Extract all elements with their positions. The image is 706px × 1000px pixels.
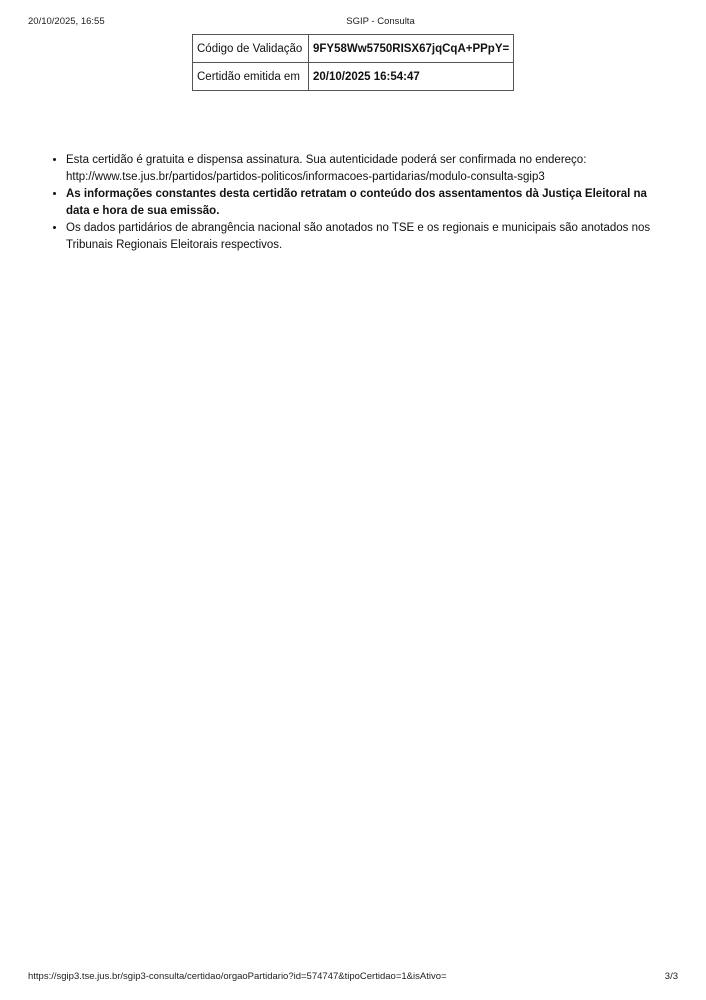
certificate-notes-list: [48, 152, 666, 254]
print-header-title: SGIP - Consulta: [346, 16, 415, 27]
validation-code-label: Código de Validação: [193, 35, 309, 63]
note-authenticity-text: Esta certidão é gratuita e dispensa assinatura. Sua autenticidade poderá ser confirmada no endereço:: [66, 154, 587, 166]
issued-at-row: [193, 63, 514, 91]
validation-url-link[interactable]: http://www.tse.jus.br/partidos/partidos-politicos/informacoes-partidarias/modulo-consulta-sgip3: [66, 171, 545, 183]
validation-code-value: 9FY58Ww5750RISX67jqCqA+PPpY=: [309, 35, 514, 63]
issued-at-value: 20/10/2025 16:54:47: [309, 63, 514, 91]
print-footer-url: https://sgip3.tse.jus.br/sgip3-consulta/certidao/orgaoPartidario?id=574747&tipoCertidao=1&isAtivo=: [28, 971, 447, 982]
issued-at-label: Certidão emitida em: [193, 63, 309, 91]
print-header-datetime: 20/10/2025, 16:55: [28, 16, 105, 27]
validation-code-row: [193, 35, 514, 63]
validation-table: [192, 34, 514, 91]
note-authenticity: [66, 152, 666, 186]
note-content-disclaimer: • As informações constantes desta certidão retratam o conteúdo dos assentamentos dà Justiça Eleitoral na data e hora de sua emissão.: [66, 186, 666, 220]
note-data-scope: • Os dados partidários de abrangência nacional são anotados no TSE e os regionais e municipais são anotados nos Tribunais Regionais Eleitorais respectivos.: [66, 220, 666, 254]
print-footer-page-number: 3/3: [664, 971, 678, 982]
